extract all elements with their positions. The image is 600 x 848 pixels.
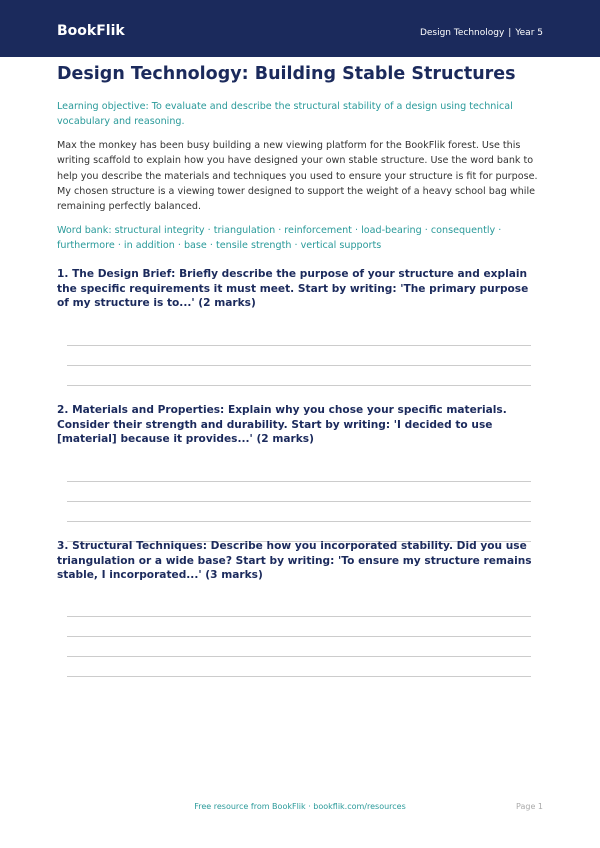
page-header [0, 0, 600, 57]
year-label: Year 5 [515, 28, 543, 38]
page-title: Design Technology: Building Stable Structures [57, 64, 516, 84]
subject-label: Design Technology [419, 28, 505, 38]
writing-line [67, 365, 531, 366]
intro-paragraph: Max the monkey has been busy building a new viewing platform for the BookFlik forest. Use this writing scaffold to explain how you have designed your own stable structure. Use the word bank to help you describe the materials and techniques you used to ensure your structure is fit for purpose. [57, 140, 538, 182]
page-number: Page 1 [516, 802, 543, 811]
question-1: 1. The Design Brief: Briefly describe the purpose of your structure and explain the specific requirements it must meet. Start by writing: 'The primary purpose of my structure is to...' (2 marks) [57, 268, 529, 309]
chosen-structure-paragraph: My chosen structure is a viewing tower designed to support the weight of a heavy school bag while remaining perfectly balanced. [57, 186, 536, 213]
question-2: 2. Materials and Properties: Explain why you chose your specific materials. Consider their strength and durability. Start by writing: 'I decided to use [material] because it provides...' (2 marks) [57, 404, 507, 445]
subject-year-label [420, 28, 543, 38]
writing-line [67, 656, 531, 657]
writing-line [67, 636, 531, 637]
writing-line [67, 521, 531, 522]
writing-line [67, 345, 531, 346]
writing-line [67, 481, 531, 482]
writing-line [67, 616, 531, 617]
writing-line [67, 385, 531, 386]
learning-objective: Learning objective: To evaluate and describe the structural stability of a design using technical vocabulary and reasoning. [57, 101, 513, 127]
question-3: 3. Structural Techniques: Describe how you incorporated stability. Did you use triangulation or a wide base? Start by writing: 'To ensure my structure remains stable, I incorporated...' (3 marks) [57, 540, 532, 581]
word-bank: Word bank: structural integrity · triangulation · reinforcement · load-bearing · consequently · furthermore · in addition · base · tensile strength · vertical supports [57, 225, 502, 252]
writing-line [67, 501, 531, 502]
writing-line [67, 676, 531, 677]
footer-resource-link[interactable]: Free resource from BookFlik · bookflik.com/resources [194, 802, 406, 811]
brand-logo: BookFlik [57, 23, 125, 39]
header-separator: | [508, 28, 512, 38]
